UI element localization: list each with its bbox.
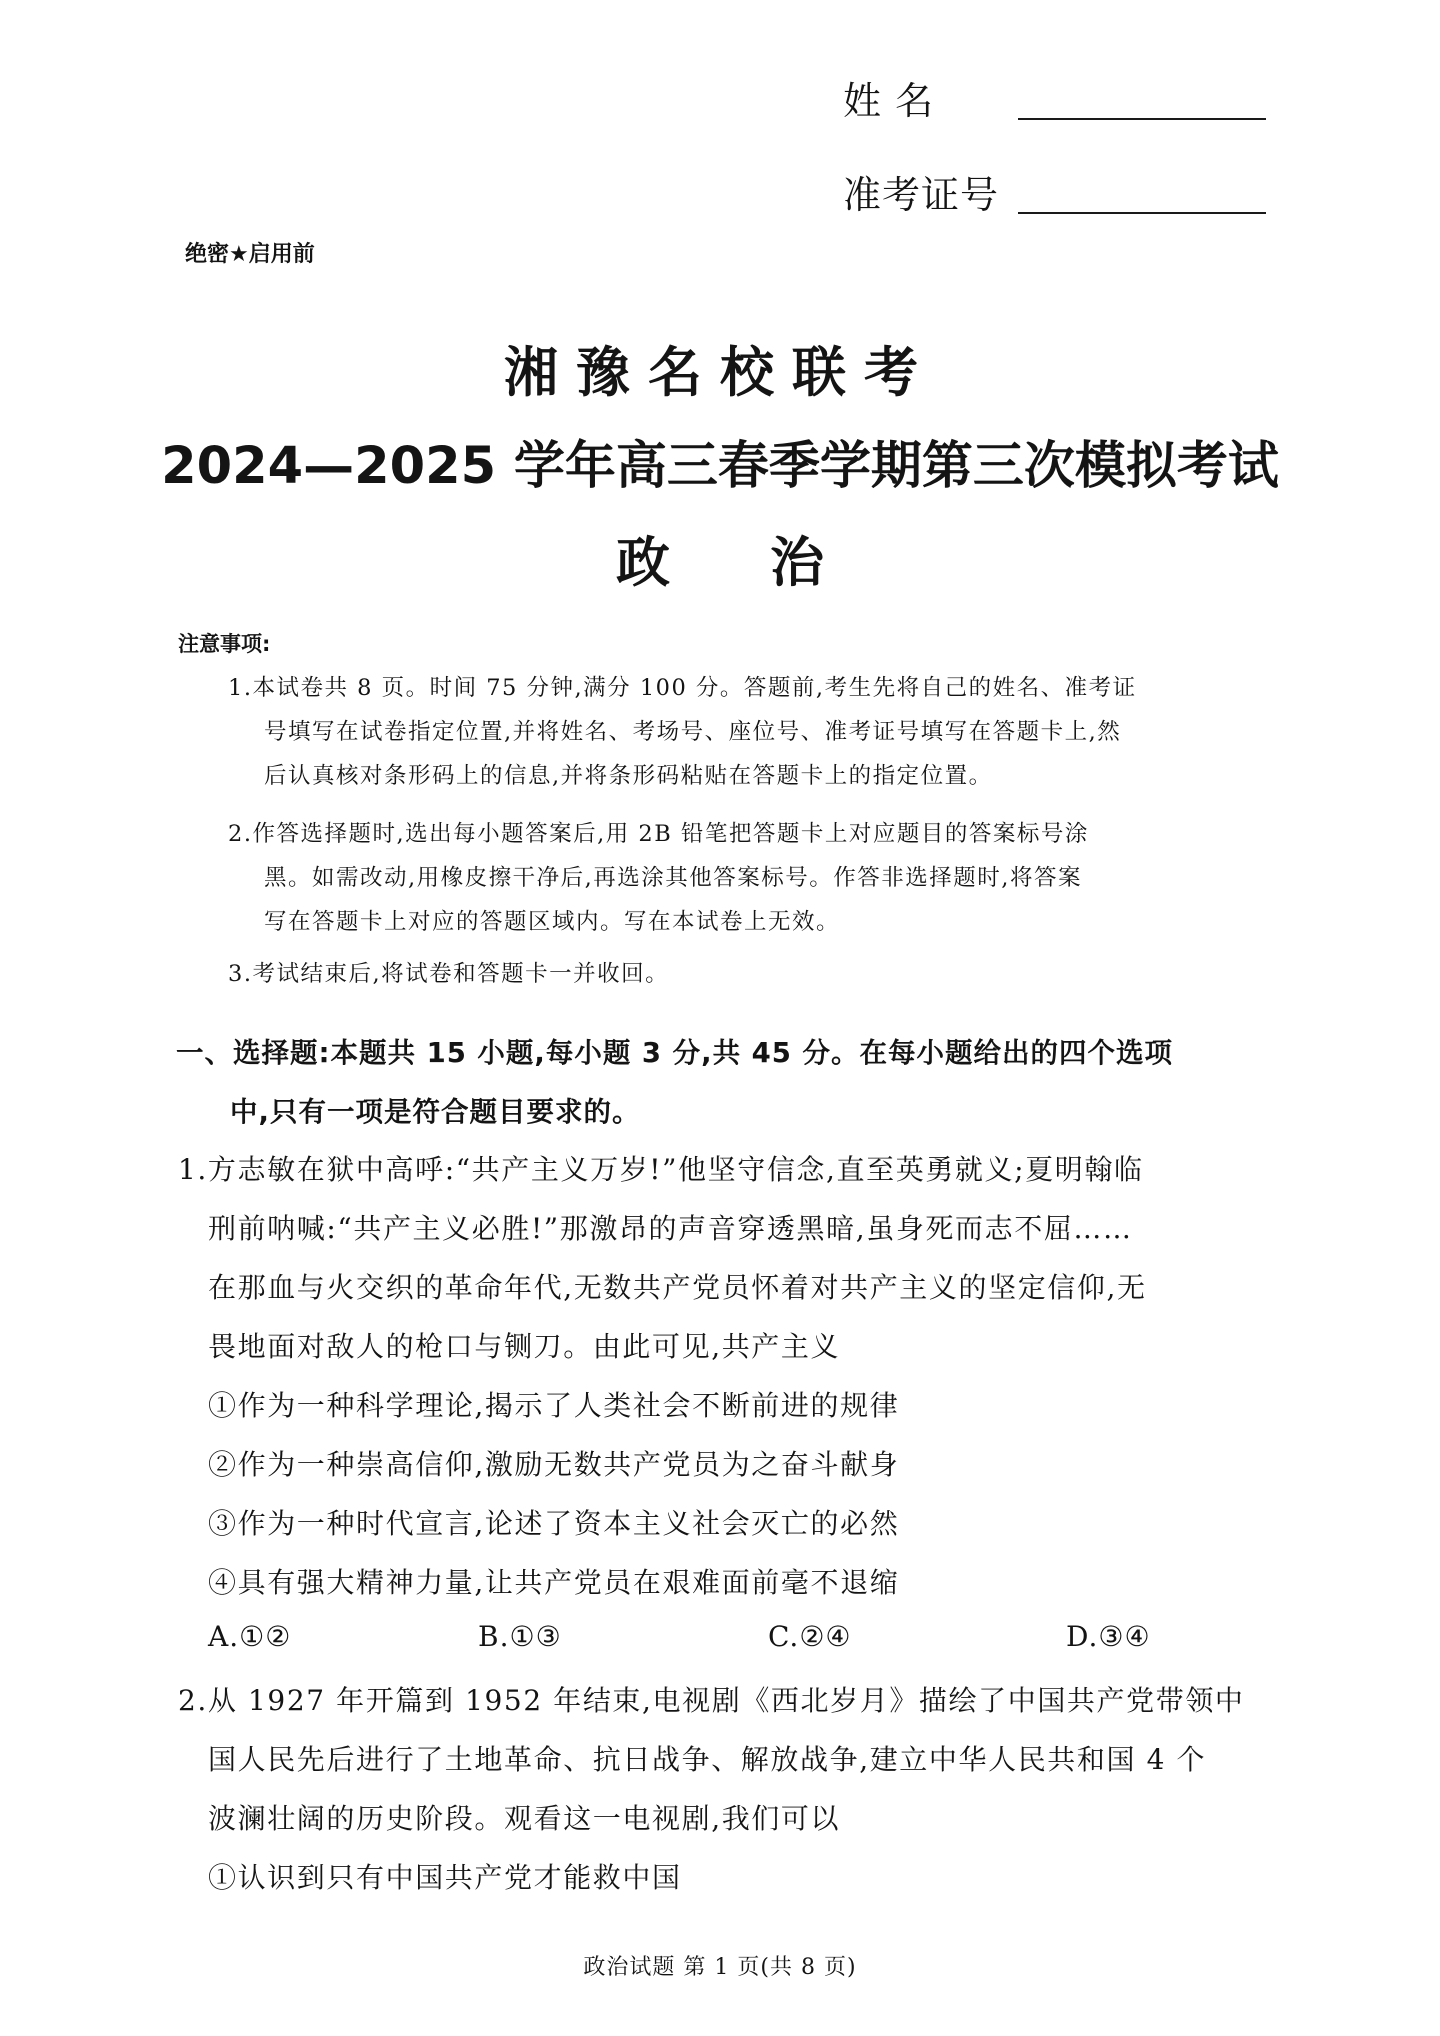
q1-option-b: B.①③ — [478, 1620, 562, 1653]
q2-stem: 国人民先后进行了土地革命、抗日战争、解放战争,建立中华人民共和国 4 个 — [208, 1743, 1207, 1776]
note-line: 写在答题卡上对应的答题区域内。写在本试卷上无效。 — [264, 909, 841, 935]
q2-stem: 2.从 1927 年开篇到 1952 年结束,电视剧《西北岁月》描绘了中国共产党带领中 — [178, 1684, 1245, 1717]
q1-statement: ②作为一种崇高信仰,激励无数共产党员为之奋斗献身 — [208, 1448, 900, 1481]
exam-id-label: 准考证号 — [843, 173, 1000, 217]
q2-stem: 波澜壮阔的历史阶段。观看这一电视剧,我们可以 — [208, 1802, 841, 1835]
q1-statement: ③作为一种时代宣言,论述了资本主义社会灭亡的必然 — [208, 1507, 900, 1540]
q1-option-d: D.③④ — [1066, 1620, 1151, 1653]
q1-stem: 刑前呐喊:“共产主义必胜!”那激昂的声音穿透黑暗,虽身死而志不屈…… — [208, 1212, 1133, 1245]
note-line: 1.本试卷共 8 页。时间 75 分钟,满分 100 分。答题前,考生先将自己的姓名、准考证 — [228, 675, 1137, 701]
q2-statement: ①认识到只有中国共产党才能救中国 — [208, 1861, 682, 1894]
note-line: 3.考试结束后,将试卷和答题卡一并收回。 — [228, 961, 670, 987]
q1-option-a: A.①② — [208, 1620, 292, 1653]
note-line: 黑。如需改动,用橡皮擦干净后,再选涂其他答案标号。作答非选择题时,将答案 — [264, 865, 1082, 891]
section-heading-cont: 中,只有一项是符合题目要求的。 — [230, 1096, 641, 1128]
note-line: 2.作答选择题时,选出每小题答案后,用 2B 铅笔把答题卡上对应题目的答案标号涂 — [228, 821, 1089, 847]
section-heading: 一、选择题:本题共 15 小题,每小题 3 分,共 45 分。在每小题给出的四个选项 — [176, 1037, 1174, 1069]
subject-title: 政治 — [616, 531, 924, 594]
exam-org-title: 湘豫名校联考 — [504, 341, 936, 404]
note-line: 后认真核对条形码上的信息,并将条形码粘贴在答题卡上的指定位置。 — [264, 763, 993, 789]
note-line: 号填写在试卷指定位置,并将姓名、考场号、座位号、准考证号填写在答题卡上,然 — [264, 719, 1122, 745]
page-footer: 政治试题 第 1 页(共 8 页) — [583, 1955, 857, 1980]
name-field[interactable] — [1018, 118, 1266, 120]
exam-title: 2024—2025 学年高三春季学期第三次模拟考试 — [161, 437, 1279, 496]
exam-id-field[interactable] — [1018, 212, 1266, 214]
notes-heading: 注意事项: — [178, 632, 271, 656]
q1-statement: ④具有强大精神力量,让共产党员在艰难面前毫不退缩 — [208, 1566, 900, 1599]
name-label: 姓 名 — [843, 79, 935, 123]
q1-stem: 1.方志敏在狱中高呼:“共产主义万岁!”他坚守信念,直至英勇就义;夏明翰临 — [178, 1153, 1144, 1186]
q1-statement: ①作为一种科学理论,揭示了人类社会不断前进的规律 — [208, 1389, 900, 1422]
q1-stem: 在那血与火交织的革命年代,无数共产党员怀着对共产主义的坚定信仰,无 — [208, 1271, 1147, 1304]
q1-stem: 畏地面对敌人的枪口与铡刀。由此可见,共产主义 — [208, 1330, 841, 1363]
q1-option-c: C.②④ — [768, 1620, 852, 1653]
secret-mark: 绝密★启用前 — [185, 242, 315, 267]
